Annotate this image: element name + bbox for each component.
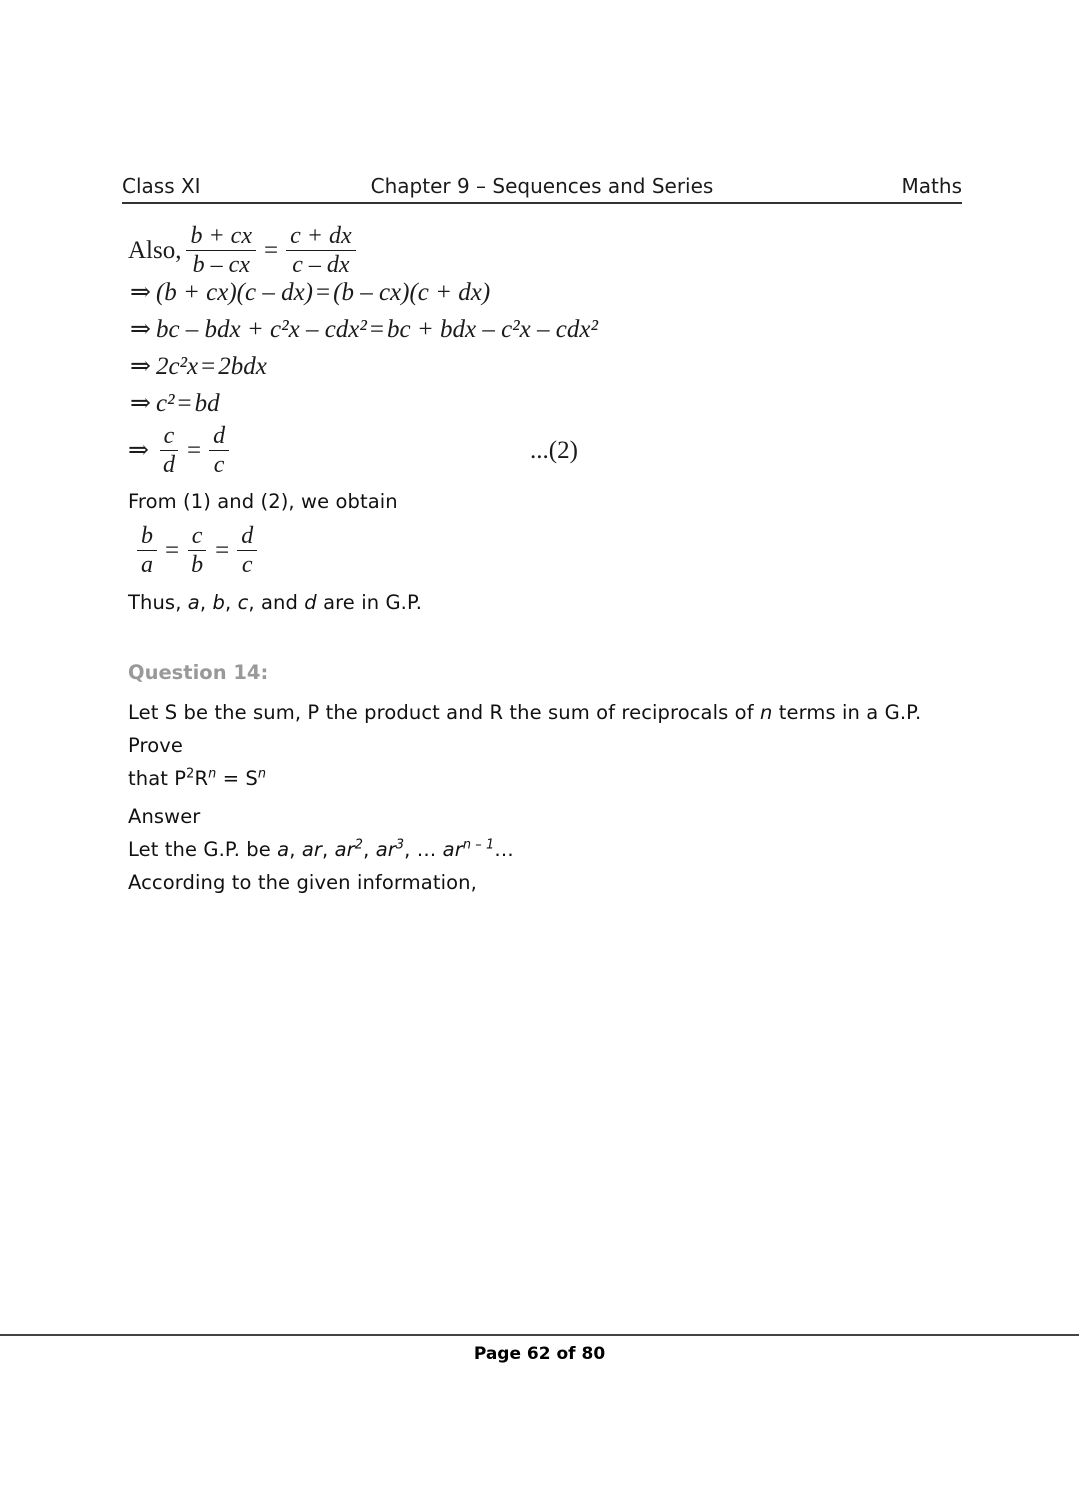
equation-lhs: 2c²x	[155, 353, 199, 380]
equation-also-ratio	[128, 222, 361, 280]
exponent-n: n	[208, 766, 217, 782]
from-1-and-2-line: From (1) and (2), we obtain	[128, 490, 398, 513]
fraction-c-over-d	[159, 422, 179, 480]
header-class-label: Class XI	[122, 174, 201, 198]
equation-c-over-d-equals-d-over-c	[128, 422, 234, 480]
question-text-line-2	[128, 762, 968, 795]
equation-lhs: bc – bdx + c²x – cdx²	[155, 316, 367, 343]
question-text-part-2: terms in a G.P. Prove	[128, 701, 922, 757]
footer-page-number: Page 62 of 80	[473, 1344, 606, 1364]
gp-term-1: a	[277, 838, 290, 861]
fraction-c-plus-dx-over-c-minus-dx	[286, 222, 356, 280]
gp-trailing-ellipsis: …	[494, 838, 514, 861]
equation-rhs: (b – cx)(c + dx)	[333, 279, 491, 306]
equation-simplified-2c2x	[130, 354, 267, 380]
implies-arrow-icon: ⇒	[130, 316, 151, 343]
gp-term-2: ar	[301, 838, 323, 861]
question-text-line-1	[128, 696, 968, 762]
equals-sign: =	[215, 536, 230, 564]
fraction-denominator: b	[191, 552, 204, 579]
thus-conclusion-line	[128, 586, 968, 619]
equation-reference-label: ...(2)	[530, 437, 578, 464]
fraction-denominator: a	[141, 552, 153, 579]
fraction-numerator: c	[188, 522, 207, 551]
answer-gp-series-line	[128, 833, 968, 866]
question-label: Question 14:	[128, 661, 269, 684]
equals-sign: =	[369, 316, 384, 343]
fraction-d-over-c	[209, 422, 229, 480]
exponent-n: n	[257, 766, 267, 782]
gp-separator-2: ,	[322, 838, 335, 861]
equation-rhs: bd	[194, 390, 220, 417]
gp-separator-1: ,	[289, 838, 302, 861]
implies-arrow-icon: ⇒	[130, 353, 151, 380]
gp-term-3: ar	[334, 838, 355, 861]
variable-a: a	[187, 591, 200, 614]
fraction-c-over-b	[187, 522, 207, 580]
equals-sign: =	[186, 436, 202, 464]
thus-prefix: Thus,	[128, 591, 188, 614]
gp-term-n: ar	[442, 838, 463, 861]
equals-sign: =	[316, 279, 331, 306]
formula-prefix: that P	[128, 767, 187, 790]
gp-term-4: ar	[375, 838, 396, 861]
page-header	[122, 172, 962, 204]
according-to-information-line: According to the given information,	[128, 871, 477, 894]
thus-separator-1: ,	[199, 591, 213, 614]
equation-lhs: (b + cx)(c – dx)	[155, 279, 314, 306]
answer-heading: Answer	[128, 805, 201, 828]
fraction-numerator: d	[209, 422, 229, 451]
implies-arrow-icon: ⇒	[128, 436, 149, 464]
equation-rhs: bc + bdx – c²x – cdx²	[387, 316, 598, 343]
equals-sign: =	[263, 236, 279, 264]
equation-cross-multiplied	[130, 280, 490, 306]
equation-expanded-terms	[130, 317, 598, 343]
gp-separator-4: , …	[404, 838, 443, 861]
equals-sign: =	[177, 390, 192, 417]
equation-b-over-a-equals-c-over-b-equals-d-over-c	[132, 522, 262, 580]
gp-separator-3: ,	[363, 838, 376, 861]
variable-c: c	[237, 591, 249, 614]
footer-divider	[0, 1334, 1079, 1336]
exponent-2: 2	[186, 766, 195, 782]
fraction-d-over-c	[237, 522, 257, 580]
fraction-b-plus-cx-over-b-minus-cx	[186, 222, 256, 280]
fraction-numerator: b	[137, 522, 157, 551]
thus-suffix: are in G.P.	[316, 591, 423, 614]
math-derivation-block	[128, 212, 968, 588]
equation-reference-2	[530, 438, 578, 464]
exponent-n-minus-1: n – 1	[462, 837, 495, 853]
variable-d: d	[304, 591, 317, 614]
equation-also-prefix: Also,	[128, 236, 182, 264]
fraction-denominator: c – dx	[292, 252, 350, 279]
fraction-numerator: c + dx	[286, 222, 356, 251]
equation-c-squared-equals-bd	[130, 391, 220, 417]
thus-separator-2: ,	[224, 591, 238, 614]
header-subject-label: Maths	[901, 174, 962, 198]
fraction-denominator: c	[213, 452, 225, 479]
thus-separator-3: , and	[248, 591, 305, 614]
fraction-denominator: d	[162, 452, 175, 479]
exponent-2: 2	[354, 837, 364, 853]
variable-b: b	[212, 591, 225, 614]
equation-lhs: c²	[155, 390, 175, 417]
equation-rhs: 2bdx	[218, 353, 267, 380]
fraction-denominator: c	[241, 552, 253, 579]
gp-prefix: Let the G.P. be	[128, 838, 278, 861]
header-chapter-title: Chapter 9 – Sequences and Series	[370, 174, 714, 198]
formula-equals-S: = S	[216, 767, 258, 790]
question-text-part-1: Let S be the sum, P the product and R the sum of reciprocals of	[128, 701, 760, 724]
fraction-numerator: c	[160, 422, 179, 451]
fraction-numerator: b + cx	[186, 222, 256, 251]
fraction-b-over-a	[137, 522, 157, 580]
equals-sign: =	[201, 353, 216, 380]
variable-n: n	[759, 701, 773, 724]
fraction-denominator: b – cx	[192, 252, 250, 279]
implies-arrow-icon: ⇒	[130, 279, 151, 306]
formula-R: R	[194, 767, 209, 790]
implies-arrow-icon: ⇒	[130, 390, 151, 417]
header-row	[122, 172, 962, 200]
page-content	[128, 212, 968, 899]
exponent-3: 3	[395, 837, 405, 853]
fraction-numerator: d	[237, 522, 257, 551]
equals-sign: =	[165, 536, 180, 564]
